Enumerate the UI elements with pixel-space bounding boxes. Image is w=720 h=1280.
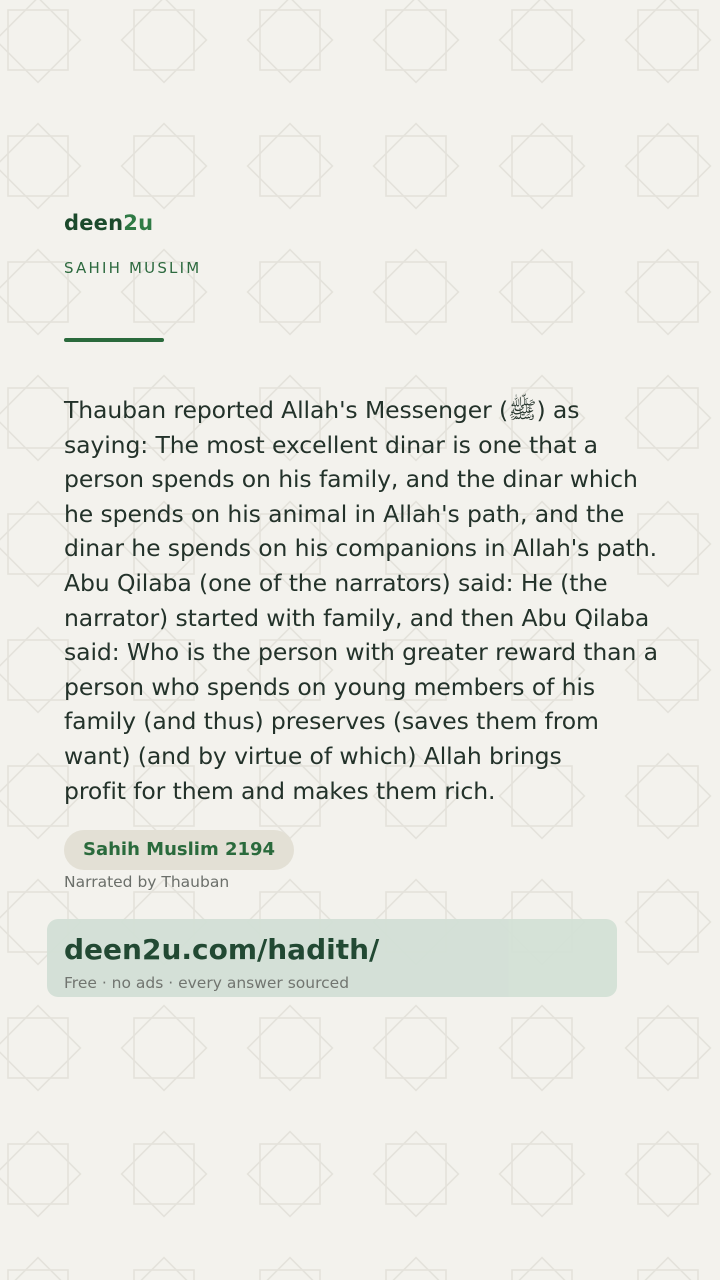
website-tagline: Free · no ads · every answer sourced bbox=[64, 974, 350, 992]
brand-name-part2: 2u bbox=[123, 211, 154, 235]
hadith-line: said: Who is the person with greater reward than a bbox=[64, 638, 658, 667]
hadith-reference-badge: Sahih Muslim 2194 bbox=[64, 830, 294, 870]
hadith-line: Abu Qilaba (one of the narrators) said: He (the bbox=[64, 568, 608, 597]
hadith-line: want) (and by virtue of which) Allah brings bbox=[64, 741, 562, 770]
hadith-line: dinar he spends on his companions in Allah's path. bbox=[64, 534, 658, 563]
hadith-text bbox=[64, 393, 664, 808]
website-link-card[interactable] bbox=[47, 919, 617, 997]
website-url[interactable]: deen2u.com/hadith/ bbox=[64, 933, 380, 966]
hadith-line: person who spends on young members of his bbox=[64, 672, 596, 701]
collection-label: SAHIH MUSLIM bbox=[64, 259, 202, 277]
hadith-line: Thauban reported Allah's Messenger (ﷺ) as bbox=[64, 396, 580, 424]
hadith-line: profit for them and makes them rich. bbox=[64, 776, 496, 805]
divider bbox=[64, 338, 164, 342]
hadith-line: family (and thus) preserves (saves them from bbox=[64, 707, 599, 736]
hadith-line: person spends on his family, and the dinar which bbox=[64, 465, 638, 494]
hadith-line: he spends on his animal in Allah's path, and the bbox=[64, 499, 625, 528]
brand-name-part1: deen bbox=[64, 211, 124, 235]
hadith-line: narrator) started with family, and then Abu Qilaba bbox=[64, 603, 650, 632]
brand-logo bbox=[64, 211, 153, 235]
hadith-line: saying: The most excellent dinar is one that a bbox=[64, 430, 598, 459]
narrator-text: Narrated by Thauban bbox=[64, 873, 230, 891]
